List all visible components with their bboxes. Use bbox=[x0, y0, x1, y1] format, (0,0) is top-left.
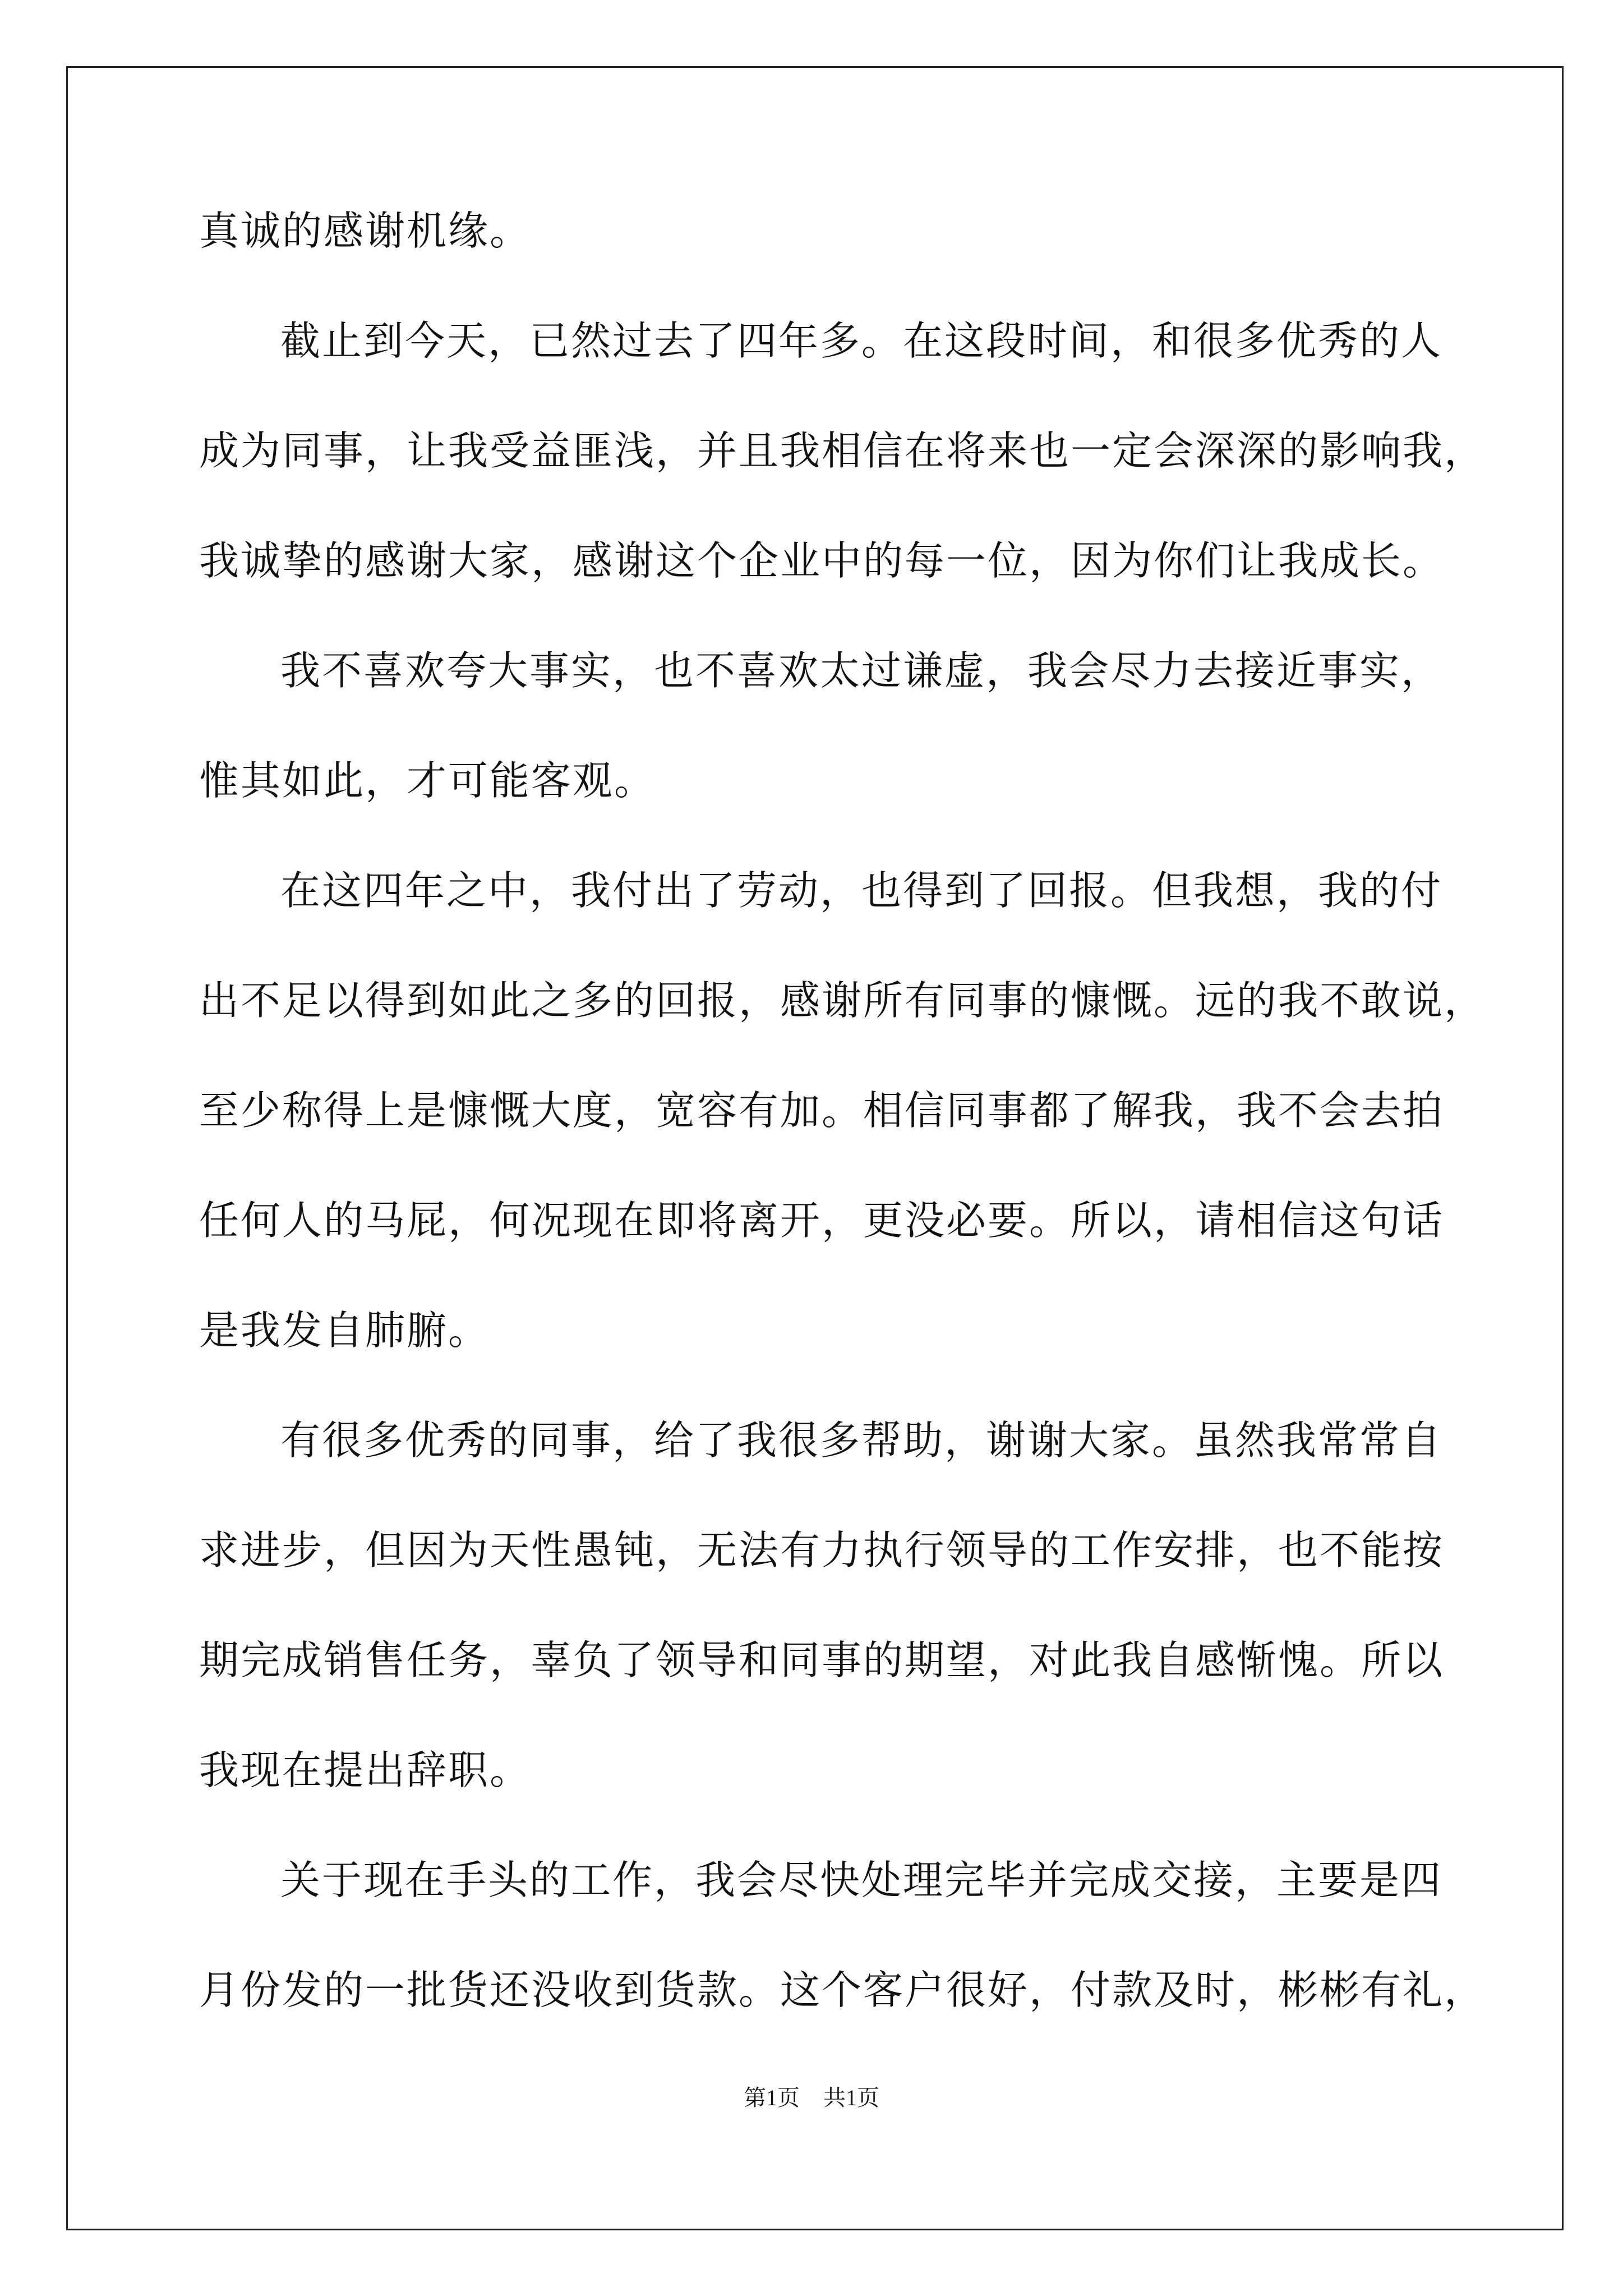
text-line: 我现在提出辞职。 bbox=[199, 1747, 532, 1793]
text-line: 求进步，但因为天性愚钝，无法有力执行领导的工作安排，也不能按 bbox=[199, 1527, 1445, 1573]
text-line: 出不足以得到如此之多的回报，感谢所有同事的慷慨。远的我不敢说， bbox=[199, 977, 1486, 1024]
text-line: 期完成销售任务，辜负了领导和同事的期望，对此我自感惭愧。所以 bbox=[199, 1637, 1445, 1683]
text-line: 在这四年之中，我付出了劳动，也得到了回报。但我想，我的付 bbox=[280, 867, 1443, 914]
text-line: 是我发自肺腑。 bbox=[199, 1307, 490, 1354]
page-number: 第1页 bbox=[744, 2085, 800, 2110]
text-line: 截止到今天，已然过去了四年多。在这段时间，和很多优秀的人 bbox=[280, 318, 1443, 364]
text-line: 我诚挚的感谢大家，感谢这个企业中的每一位，因为你们让我成长。 bbox=[199, 537, 1445, 584]
text-line: 至少称得上是慷慨大度，宽容有加。相信同事都了解我，我不会去拍 bbox=[199, 1087, 1445, 1134]
text-line: 真诚的感谢机缘。 bbox=[199, 208, 532, 254]
text-line: 惟其如此，才可能客观。 bbox=[199, 757, 656, 804]
page-total: 共1页 bbox=[823, 2085, 879, 2110]
text-line: 我不喜欢夸大事实，也不喜欢太过谦虚，我会尽力去接近事实， bbox=[280, 647, 1443, 694]
text-line: 任何人的马屁，何况现在即将离开，更没必要。所以，请相信这句话 bbox=[199, 1197, 1445, 1244]
text-line: 月份发的一批货还没收到货款。这个客户很好，付款及时，彬彬有礼， bbox=[199, 1967, 1486, 2013]
text-line: 成为同事，让我受益匪浅，并且我相信在将来也一定会深深的影响我， bbox=[199, 427, 1486, 474]
text-line: 有很多优秀的同事，给了我很多帮助，谢谢大家。虽然我常常自 bbox=[280, 1417, 1443, 1464]
page-footer bbox=[0, 2080, 1623, 2112]
text-line: 关于现在手头的工作，我会尽快处理完毕并完成交接，主要是四 bbox=[280, 1857, 1443, 1903]
